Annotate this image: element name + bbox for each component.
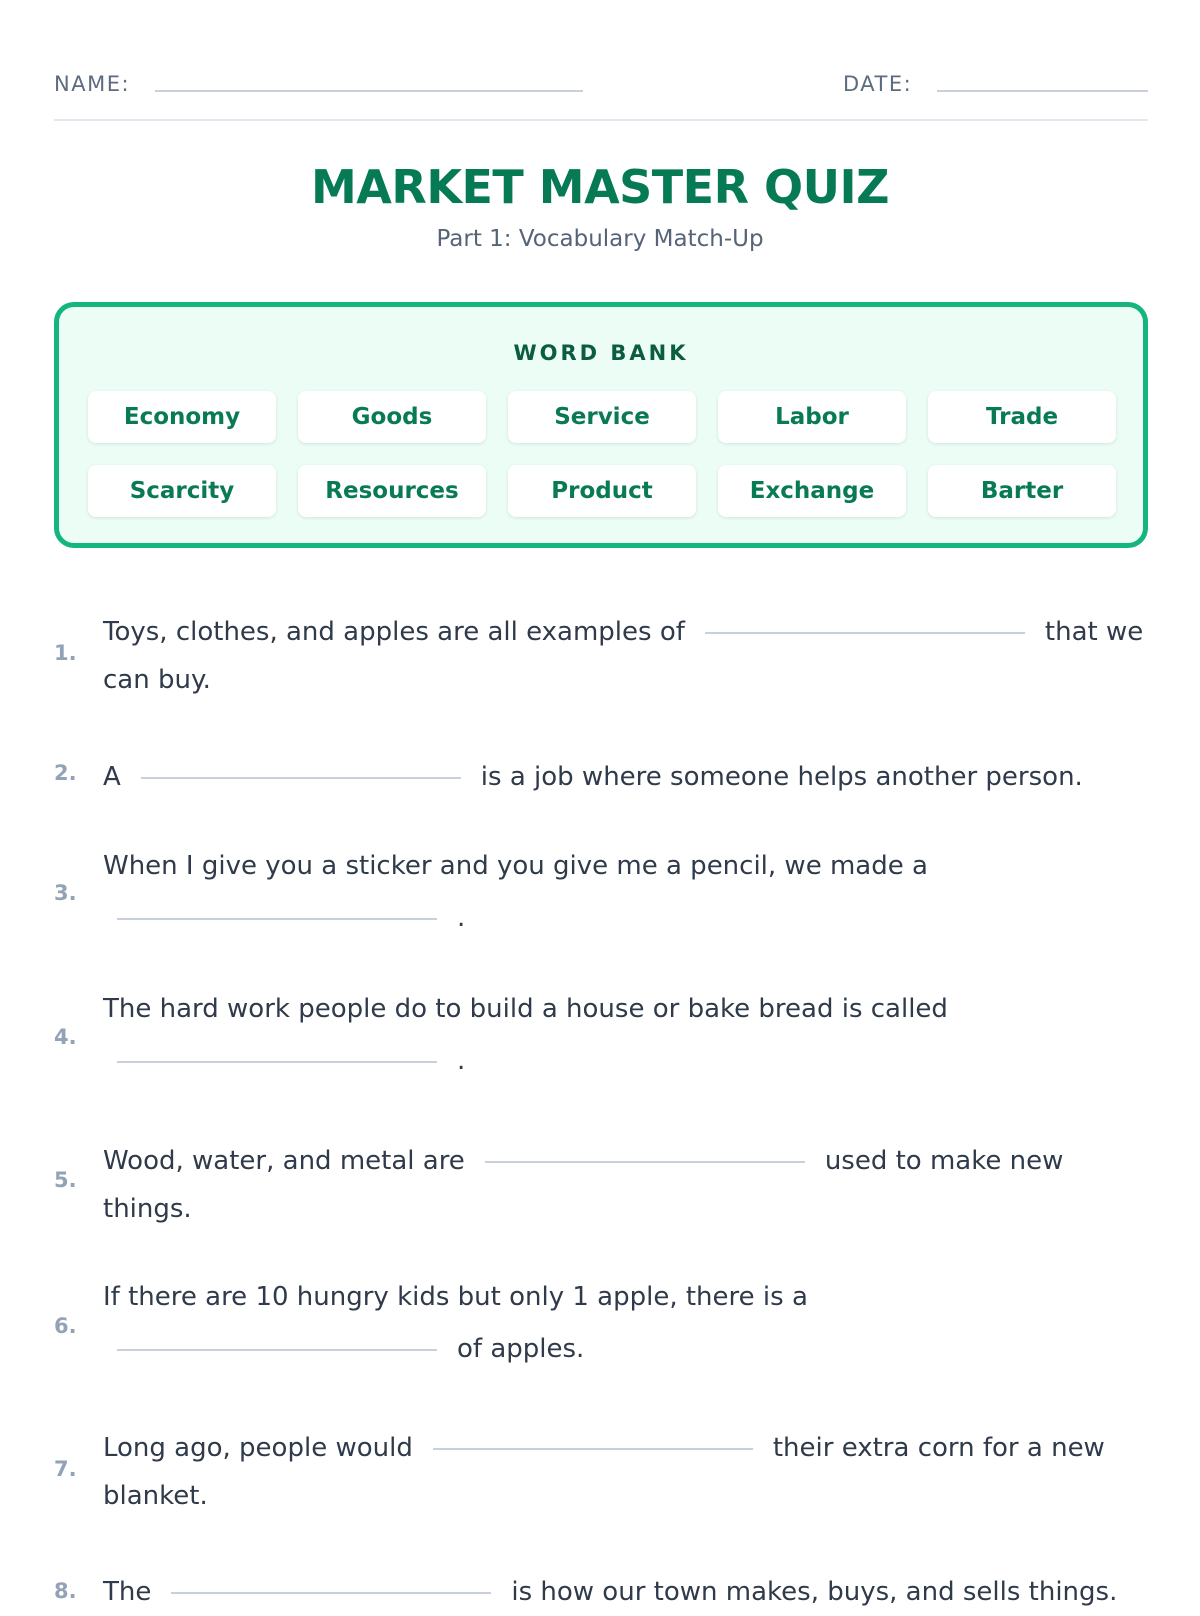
question-line-2: [103, 1033, 1148, 1089]
word-bank-title: WORD BANK: [513, 341, 689, 365]
header-divider: [54, 119, 1148, 121]
word-chip-scarcity[interactable]: Scarcity: [88, 465, 276, 517]
question-text-after: is a job where someone helps another person.: [480, 762, 1083, 792]
answer-blank[interactable]: [705, 632, 1025, 634]
question-line-2: [103, 890, 1148, 946]
answer-blank[interactable]: [485, 1161, 805, 1163]
question-number: 4.: [54, 1025, 77, 1049]
question-text-before: Wood, water, and metal are: [103, 1146, 465, 1176]
word-chip-trade[interactable]: Trade: [928, 391, 1116, 443]
word-chip-economy[interactable]: Economy: [88, 391, 276, 443]
question-number: 1.: [54, 641, 77, 665]
answer-blank[interactable]: [117, 918, 437, 920]
word-chip-service[interactable]: Service: [508, 391, 696, 443]
date-label: DATE:: [843, 72, 913, 96]
question-text-before: A: [103, 762, 121, 792]
word-chip-goods[interactable]: Goods: [298, 391, 486, 443]
word-chip-exchange[interactable]: Exchange: [718, 465, 906, 517]
question-text: [103, 842, 1148, 946]
page-subtitle: Part 1: Vocabulary Match-Up: [436, 226, 764, 252]
word-bank: [54, 302, 1148, 548]
question-text: [103, 1137, 1148, 1233]
question-line-2: [103, 1321, 1148, 1377]
question-text-before: If there are 10 hungry kids but only 1 apple, there is a: [103, 1282, 808, 1312]
question-number: 3.: [54, 881, 77, 905]
question-text: [103, 608, 1148, 704]
question-number: 6.: [54, 1314, 77, 1338]
question-text: [103, 1568, 1148, 1616]
answer-blank[interactable]: [117, 1349, 437, 1351]
question-text-after: of apples.: [457, 1334, 585, 1364]
question-text-after: used to make new things.: [103, 1146, 1064, 1224]
question-number: 7.: [54, 1457, 77, 1481]
question-text-after: .: [457, 903, 466, 933]
question-text-before: The: [103, 1577, 152, 1607]
word-chip-product[interactable]: Product: [508, 465, 696, 517]
page-title: MARKET MASTER QUIZ: [311, 160, 889, 214]
question-text-before: When I give you a sticker and you give me a pencil, we made a: [103, 851, 928, 881]
question-text-after: .: [457, 1046, 466, 1076]
question-text: [103, 1273, 1148, 1377]
name-field[interactable]: [155, 90, 583, 92]
date-field[interactable]: [937, 90, 1148, 92]
name-label: NAME:: [54, 72, 131, 96]
question-text-before: Toys, clothes, and apples are all examples of: [103, 617, 685, 647]
question-text: [103, 1424, 1148, 1520]
question-text-before: Long ago, people would: [103, 1433, 413, 1463]
answer-blank[interactable]: [433, 1448, 753, 1450]
question-number: 5.: [54, 1168, 77, 1192]
answer-blank[interactable]: [117, 1061, 437, 1063]
word-chip-barter[interactable]: Barter: [928, 465, 1116, 517]
question-text: [103, 985, 1148, 1089]
question-number: 8.: [54, 1579, 77, 1603]
answer-blank[interactable]: [141, 777, 461, 779]
word-chip-labor[interactable]: Labor: [718, 391, 906, 443]
answer-blank[interactable]: [171, 1592, 491, 1594]
question-text-after: their extra corn for a new blanket.: [103, 1433, 1105, 1511]
question-text-before: The hard work people do to build a house or bake bread is called: [103, 994, 948, 1024]
question-text: [103, 753, 1148, 801]
question-text-after: that we can buy.: [103, 617, 1144, 695]
question-number: 2.: [54, 761, 77, 785]
word-chip-resources[interactable]: Resources: [298, 465, 486, 517]
question-text-after: is how our town makes, buys, and sells things.: [511, 1577, 1118, 1607]
